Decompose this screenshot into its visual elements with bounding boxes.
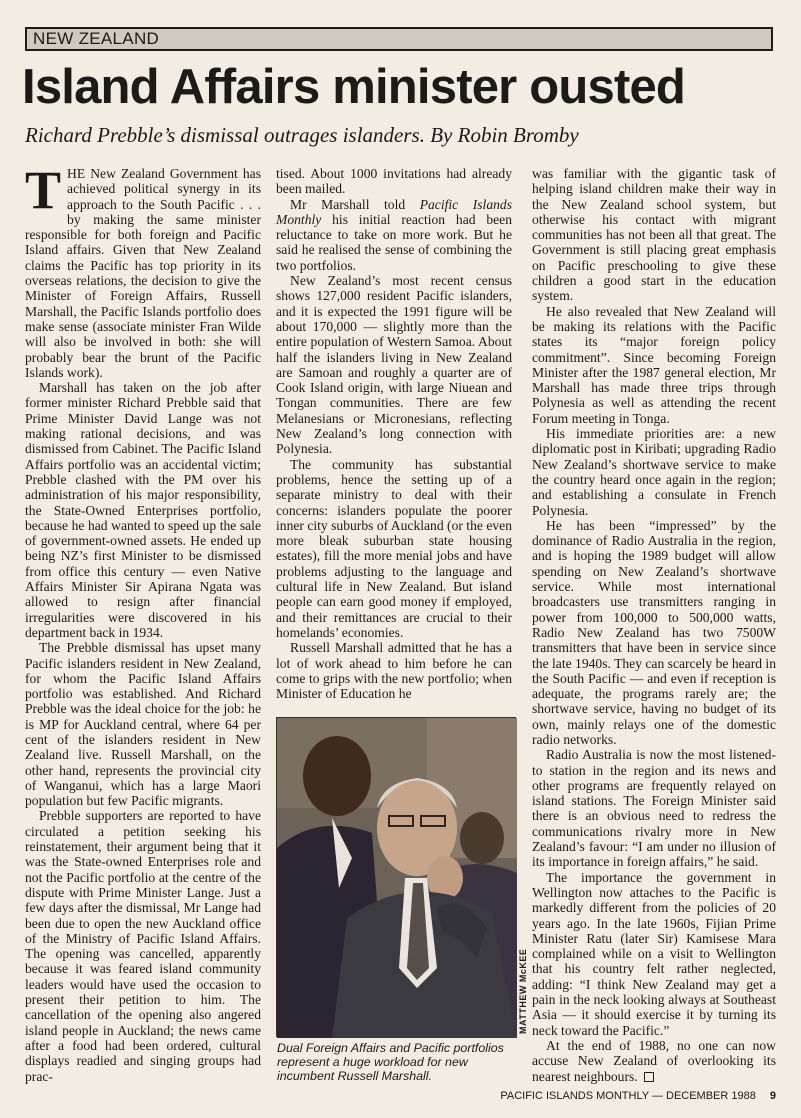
paragraph: His immediate priorities are: a new diplomatic post in Kiribati; upgrading Radio New Zealand’s shortwave service to make the country heard once again in the region; and establishing a consulate in French Polynesia. <box>532 426 776 518</box>
paragraph: The community has substantial problems, hence the setting up of a separate ministry to deal with their concerns: islanders populate the poorer inner city suburbs of Auckland (or the even more bleak suburban state housing estates), fill the more menial jobs and have problems adjusting to the language and cultural life in New Zealand. But island people can earn good money if employed, and their remittances are crucial to their homelands’ economies. <box>276 456 512 640</box>
article-column-2 <box>276 166 512 714</box>
paragraph-text: his initial reaction had been reluctance to take on more work. But he said he realised the sense of combining the two portfolios. <box>276 211 512 273</box>
paragraph <box>532 1038 776 1084</box>
end-of-article-icon <box>644 1072 654 1082</box>
section-label-text: NEW ZEALAND <box>33 29 160 48</box>
paragraph: Radio Australia is now the most listened-to station in the region and its news and other programs are frequently relayed on island stations. The Foreign Minister said there is an obvious need to redress the communications rivalry more in New Zealand’s favour: “I am under no illusion of its importance in foreign affairs,” he said. <box>532 747 776 870</box>
photo-credit: MATTHEW McKEE <box>518 948 528 1034</box>
page-footer <box>476 1090 776 1102</box>
paragraph: tised. About 1000 invitations had already been mailed. <box>276 166 512 197</box>
paragraph-text: At the end of 1988, no one can now accuse New Zealand of overlooking its nearest neighbours. <box>532 1037 776 1084</box>
page-number: 9 <box>769 1090 776 1102</box>
section-label <box>25 27 773 51</box>
paragraph: Prebble supporters are reported to have circulated a petition seeking his reinstatement, their argument being that it was the State-owned Enterprises role and not the Pacific portfolio at the centre of the dispute with Prime Minister Lange. Just a few days after the dismissal, Mr Lange had been due to open the new Auckland office of the Ministry of Pacific Island Affairs. The opening was cancelled, apparently because it was feared island community leaders would have used the occasion to present their petition to him. The cancellation of the opening also angered island people in Auckland; the news came after a food had been ordered, cultural displays readied and singing groups had prac- <box>25 808 261 1084</box>
paragraph: He also revealed that New Zealand will be making its relations with the Pacific states its “major foreign policy commitment”. Since becoming Foreign Minister after the 1987 general election, Mr Marshall has made three trips through Polynesia as well as attending the recent Forum meeting in Tonga. <box>532 303 776 426</box>
drop-cap: T <box>25 160 62 220</box>
paragraph-text: HE New Zealand Government has achieved political synergy in its approach to the South Pacific . . . by making the same minister responsible for both foreign and Pacific Island affairs. Given that New Zealand claims the Pacific has top priority in its overseas relations, the decision to give the Minister of Foreign Affairs, Russell Marshall, the Pacific Islands portfolio does make sense (associate minister Fran Wilde will also be involved in both: she will probably bear the brunt of the Pacific Islands work). <box>25 166 261 380</box>
paragraph: He has been “impressed” by the dominance of Radio Australia in the region, and is hoping the 1989 budget will allow spending on New Zealand’s shortwave service. While most international broadcasters use transmitters ranging in power from 100,000 to 500,000 watts, Radio New Zealand has two 7500W transmitters that have been in service since the late 1940s. They can scarcely be heard in the South Pacific — and even if reception is adequate, the programs rarely are; the shortwave service, having no budget of its own, mainly relays one of the domestic radio networks. <box>532 517 776 747</box>
subheadline-byline: Richard Prebble’s dismissal outrages islanders. By Robin Bromby <box>25 123 579 147</box>
photo-illustration <box>277 718 517 1038</box>
paragraph <box>276 197 512 273</box>
paragraph <box>25 160 261 380</box>
paragraph-text: Mr Marshall told <box>290 196 420 212</box>
article-column-3 <box>532 166 776 1084</box>
photo-caption: Dual Foreign Affairs and Pacific portfolios represent a huge workload for new incumbent Russell Marshall. <box>277 1041 504 1083</box>
paragraph: Russell Marshall admitted that he has a lot of work ahead to him before he can come to grips with the new portfolio; when Minister of Education he <box>276 640 512 702</box>
headline: Island Affairs minister ousted <box>22 60 686 114</box>
photo-russell-marshall <box>276 717 516 1037</box>
paragraph: The Prebble dismissal has upset many Pacific islanders resident in New Zealand, for whom the Pacific Island Affairs portfolio was established. And Richard Prebble was the ideal choice for the job: he is MP for Auckland central, where 64 per cent of the islanders resident in New Zealand live. Russell Marshall, on the other hand, represents the provincial city of Wanganui, which has a large Maori population but few Pacific migrants. <box>25 640 261 809</box>
article-column-1 <box>25 160 261 1086</box>
publication-date: PACIFIC ISLANDS MONTHLY — DECEMBER 1988 <box>500 1090 756 1102</box>
paragraph: was familiar with the gigantic task of helping island children make their way in the New Zealand school system, but otherwise his contact with migrant communities has not been all that great. The Government is still placing great emphasis on Pacific preschooling to give these children a good start in the education system. <box>532 166 776 304</box>
paragraph: Marshall has taken on the job after former minister Richard Prebble said that Prime Minister David Lange was not making rational decisions, and was dismissed from Cabinet. The Pacific Island Affairs portfolio was an accidental victim; Prebble clashed with the PM over his administration of his major responsibility, the State-Owned Enterprises portfolio, because he had wanted to speed up the sale of government-owned assets. He ended up being NZ’s first Minister to be dismissed from office this century — even Native Affairs Minister Sir Apirana Ngata was allowed to resign after financial irregularities were discovered in his department back in 1934. <box>25 380 261 640</box>
publication-name: Pacific Islands Monthly <box>276 196 513 227</box>
paragraph: The importance the government in Wellington now attaches to the Pacific is markedly different from the policies of 20 years ago. In the late 1960s, Fijian Prime Minister Ratu (later Sir) Kamisese Mara complained while on a visit to Wellington that his country felt rather neglected, adding: “I think New Zealand may get a pain in the neck looking always at Southeast Asia — it should exercise it by turning its neck toward the Pacific.” <box>532 869 776 1038</box>
paragraph: New Zealand’s most recent census shows 127,000 resident Pacific islanders, and it is expected the 1991 figure will be about 170,000 — slightly more than the entire population of Western Samoa. About half the islanders living in New Zealand are Samoan and roughly a quarter are of Cook Island origin, with large Niuean and Tongan communities. There are few Melanesians or Micronesians, reflecting New Zealand’s long connection with Polynesia. <box>276 273 512 457</box>
